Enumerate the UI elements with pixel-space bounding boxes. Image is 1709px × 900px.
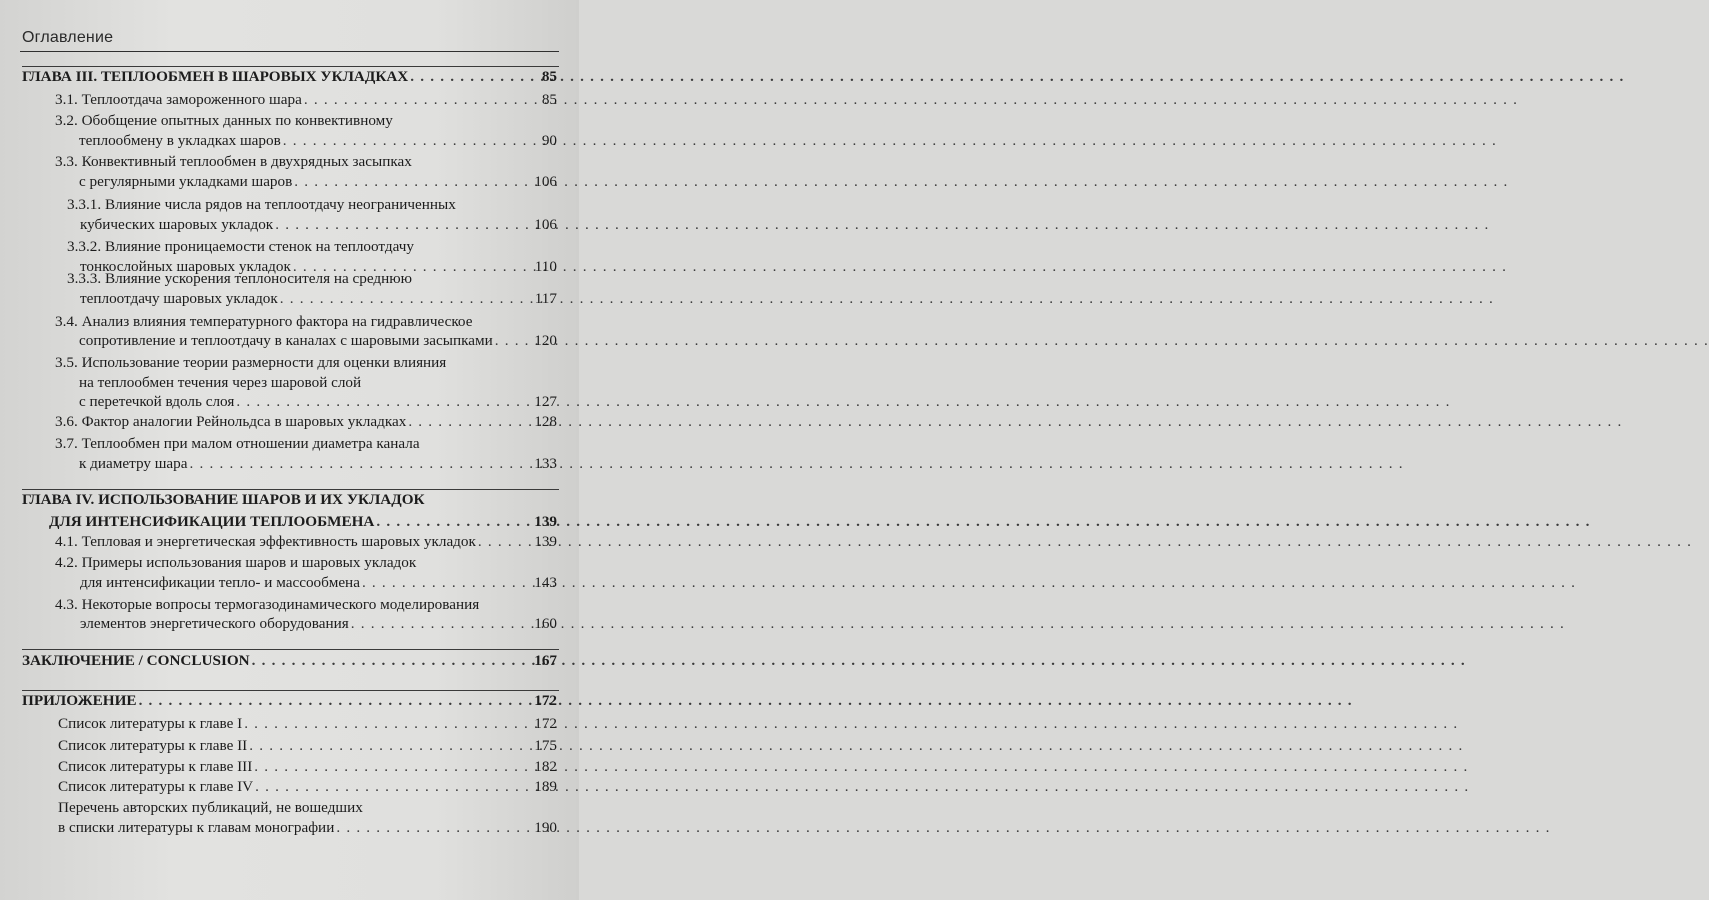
toc-entry-3-1-leader [304,90,540,109]
toc-entry-appendix-1-page: 172 [534,715,557,732]
toc-entry-appendix-4-leader [255,777,532,796]
toc-entry-3-1-page: 85 [541,91,557,108]
toc-entry-3-8-line1: 3.5. Использование теории размерности для оценки влияния [55,354,447,371]
toc-entry-3-9-leader [408,412,532,431]
appendix-heading-leader [139,691,533,710]
conclusion-rule [22,649,559,650]
toc-entry-3-6-line1: 3.3.3. Влияние ускорения теплоносителя на среднюю [67,270,412,287]
chapter4-heading-page: 139 [534,513,557,530]
toc-entry-4-2-line1: 4.2. Примеры использования шаров и шаровых укладок [55,554,417,571]
toc-entry-3-4-leader [275,215,532,234]
toc-entry-3-6 [80,289,557,308]
toc-entry-appendix-2-text: Список литературы к главе II [58,737,248,754]
toc-entry-appendix-1-text: Список литературы к главе I [58,715,243,732]
toc-entry-4-2-page: 143 [534,574,557,591]
toc-entry-3-1 [55,90,557,109]
toc-entry-3-6-page: 117 [534,290,557,307]
toc-entry-3-2-page: 90 [541,132,557,149]
toc-entry-3-4 [80,215,557,234]
chapter3-heading-page: 85 [541,68,557,85]
toc-entry-appendix-3-page: 182 [534,758,557,775]
toc-entry-3-9-page: 128 [534,413,557,430]
chapter4-heading-text: ДЛЯ ИНТЕНСИФИКАЦИИ ТЕПЛООБМЕНА [49,513,375,530]
toc-entry-appendix-3 [58,757,557,776]
toc-entry-3-10 [79,454,557,473]
toc-entry-4-2 [80,573,557,592]
toc-entry-4-3-text: элементов энергетического оборудования [80,615,349,632]
toc-entry-3-5-page: 110 [534,258,557,275]
toc-entry-3-9-text: 3.6. Фактор аналогии Рейнольдса в шаровых укладках [55,413,407,430]
toc-entry-appendix-4 [58,777,557,796]
toc-entry-3-7-line1: 3.4. Анализ влияния температурного фактора на гидравлическое [55,313,473,330]
chapter3-heading [22,67,557,86]
toc-entry-appendix-3-leader [254,757,532,776]
toc-entry-appendix-3-text: Список литературы к главе III [58,758,253,775]
toc-entry-appendix-2-page: 175 [534,737,557,754]
toc-entry-3-2-line1: 3.2. Обобщение опытных данных по конвективному [55,112,393,129]
toc-entry-4-3-leader [351,614,533,633]
chapter4-heading-line1: ГЛАВА IV. ИСПОЛЬЗОВАНИЕ ШАРОВ И ИХ УКЛАДОК [22,491,425,508]
toc-entry-4-2-leader [362,573,532,592]
toc-entry-3-4-text: кубических шаровых укладок [80,216,274,233]
toc-entry-3-2 [79,131,557,150]
toc-entry-3-2-leader [283,131,540,150]
chapter4-heading-leader [376,512,532,531]
toc-entry-4-3-line1: 4.3. Некоторые вопросы термогазодинамического моделирования [55,596,480,613]
toc-entry-3-7 [79,331,557,350]
toc-entry-3-8-page: 127 [534,393,557,410]
toc-entry-appendix-2 [58,736,557,755]
toc-entry-3-3-text: с регулярными укладками шаров [79,173,293,190]
toc-entry-3-8-text: с перетечкой вдоль слоя [79,393,235,410]
chapter3-heading-leader [410,67,540,86]
appendix-heading-page: 172 [534,692,557,709]
toc-entry-3-4-line1: 3.3.1. Влияние числа рядов на теплоотдачу неограниченных [67,196,456,213]
toc-entry-3-10-line1: 3.7. Теплообмен при малом отношении диаметра канала [55,435,420,452]
conclusion-heading-page: 167 [534,652,557,669]
toc-entry-4-1-page: 139 [534,533,557,550]
toc-entry-3-10-text: к диаметру шара [79,455,188,472]
toc-entry-3-2-text: теплообмену в укладках шаров [79,132,281,149]
toc-entry-3-8 [79,392,557,411]
toc-entry-3-5-text: тонкослойных шаровых укладок [80,258,291,275]
toc-entry-3-8-line2: на теплообмен течения через шаровой слой [79,374,362,391]
book-page [0,0,579,900]
toc-entry-3-5-line1: 3.3.2. Влияние проницаемости стенок на теплоотдачу [67,238,414,255]
toc-entry-4-1-leader [478,532,532,551]
toc-entry-3-10-page: 133 [534,455,557,472]
toc-entry-appendix-5-page: 190 [534,819,557,836]
toc-entry-3-1-text: 3.1. Теплоотдача замороженного шара [55,91,302,108]
toc-entry-3-7-leader [495,331,533,350]
appendix-heading [22,691,557,710]
conclusion-heading-text: ЗАКЛЮЧЕНИЕ / CONCLUSION [22,652,250,669]
toc-entry-3-9 [55,412,557,431]
toc-entry-3-8-leader [236,392,532,411]
toc-entry-4-3 [80,614,557,633]
toc-entry-3-3 [79,172,557,191]
toc-entry-appendix-1 [58,714,557,733]
toc-entry-3-7-text: сопротивление и теплоотдачу в каналах с шаровыми засыпками [79,332,493,349]
toc-entry-3-10-leader [190,454,533,473]
toc-entry-3-6-leader [280,289,533,308]
toc-entry-3-7-page: 120 [534,332,557,349]
toc-entry-appendix-2-leader [249,736,532,755]
toc-entry-4-3-page: 160 [534,615,557,632]
toc-entry-appendix-5-leader [336,818,532,837]
toc-entry-appendix-1-leader [244,714,532,733]
toc-entry-3-6-text: теплоотдачу шаровых укладок [80,290,278,307]
conclusion-heading-leader [252,651,533,670]
toc-entry-appendix-5-text: в списки литературы к главам монографии [58,819,335,836]
toc-entry-3-3-leader [294,172,532,191]
appendix-heading-text: ПРИЛОЖЕНИЕ [22,692,137,709]
toc-entry-3-4-page: 106 [534,216,557,233]
running-head: Оглавление [22,29,114,46]
toc-entry-appendix-5 [58,818,557,837]
toc-entry-appendix-5-line1: Перечень авторских публикаций, не вошедших [58,799,363,816]
toc-entry-4-2-text: для интенсификации тепло- и массообмена [80,574,360,591]
toc-entry-appendix-4-page: 189 [534,778,557,795]
toc-entry-3-3-line1: 3.3. Конвективный теплообмен в двухрядных засыпках [55,153,412,170]
chapter3-heading-text: ГЛАВА III. ТЕПЛООБМЕН В ШАРОВЫХ УКЛАДКАХ [22,68,409,85]
chapter4-heading [49,512,557,531]
toc-entry-4-1-text: 4.1. Тепловая и энергетическая эффективность шаровых укладок [55,533,476,550]
header-rule [20,51,559,52]
toc-entry-3-3-page: 106 [534,173,557,190]
conclusion-heading [22,651,557,670]
toc-entry-4-1 [55,532,557,551]
toc-entry-appendix-4-text: Список литературы к главе IV [58,778,254,795]
